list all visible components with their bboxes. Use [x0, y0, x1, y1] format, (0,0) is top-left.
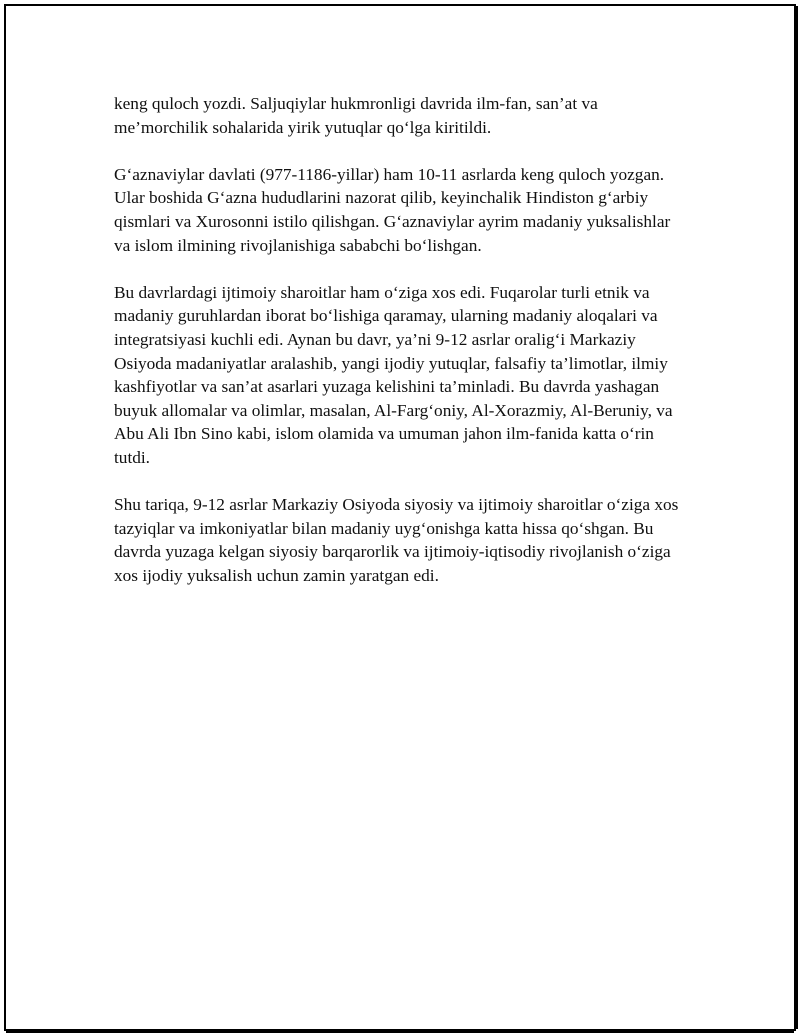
paragraph-2: G‘aznaviylar davlati (977-1186-yillar) ham 10-11 asrlarda keng quloch yozgan. Ular boshida G‘azna hududlarini nazorat qilib, keyinchalik Hindiston g‘arbiy qismlari va Xurosonni istilo qilishgan. G‘aznaviylar ayrim madaniy yuksalishlar va islom ilmining rivojlanishiga sababchi bo‘lishgan. [114, 164, 671, 255]
paragraph-4: Shu tariqa, 9-12 asrlar Markaziy Osiyoda siyosiy va ijtimoiy sharoitlar o‘ziga xos tazyiqlar va imkoniyatlar bilan madaniy uyg‘onishga katta hissa qo‘shgan. Bu davrda yuzaga kelgan siyosiy barqarorlik va ijtimoiy-iqtisodiy rivojlanish o‘ziga xos ijodiy yuksalish uchun zamin yaratgan edi. [114, 495, 679, 585]
paragraph-1: keng quloch yozdi. Saljuqiylar hukmronligi davrida ilm-fan, san’at va me’morchilik sohalarida yirik yutuqlar qo‘lga kiritildi. [114, 94, 598, 137]
paragraph-3: Bu davrlardagi ijtimoiy sharoitlar ham o‘ziga xos edi. Fuqarolar turli etnik va madaniy guruhlardan iborat bo‘lishiga qaramay, ularning madaniy aloqalari va integratsiyasi kuchli edi. Aynan bu davr, ya’ni 9-12 asrlar oralig‘i Markaziy Osiyoda madaniyatlar aralashib, yangi ijodiy yutuqlar, falsafiy ta’limotlar, ilmiy kashfiyotlar va san’at asarlari yuzaga kelishini ta’minladi. Bu davrda yashagan buyuk allomalar va olimlar, masalan, Al-Farg‘oniy, Al-Xorazmiy, Al-Beruniy, va Abu Ali Ibn Sino kabi, islom olamida va umuman jahon ilm-fanida katta o‘rin tutdi. [114, 282, 673, 467]
document-body [114, 92, 684, 611]
